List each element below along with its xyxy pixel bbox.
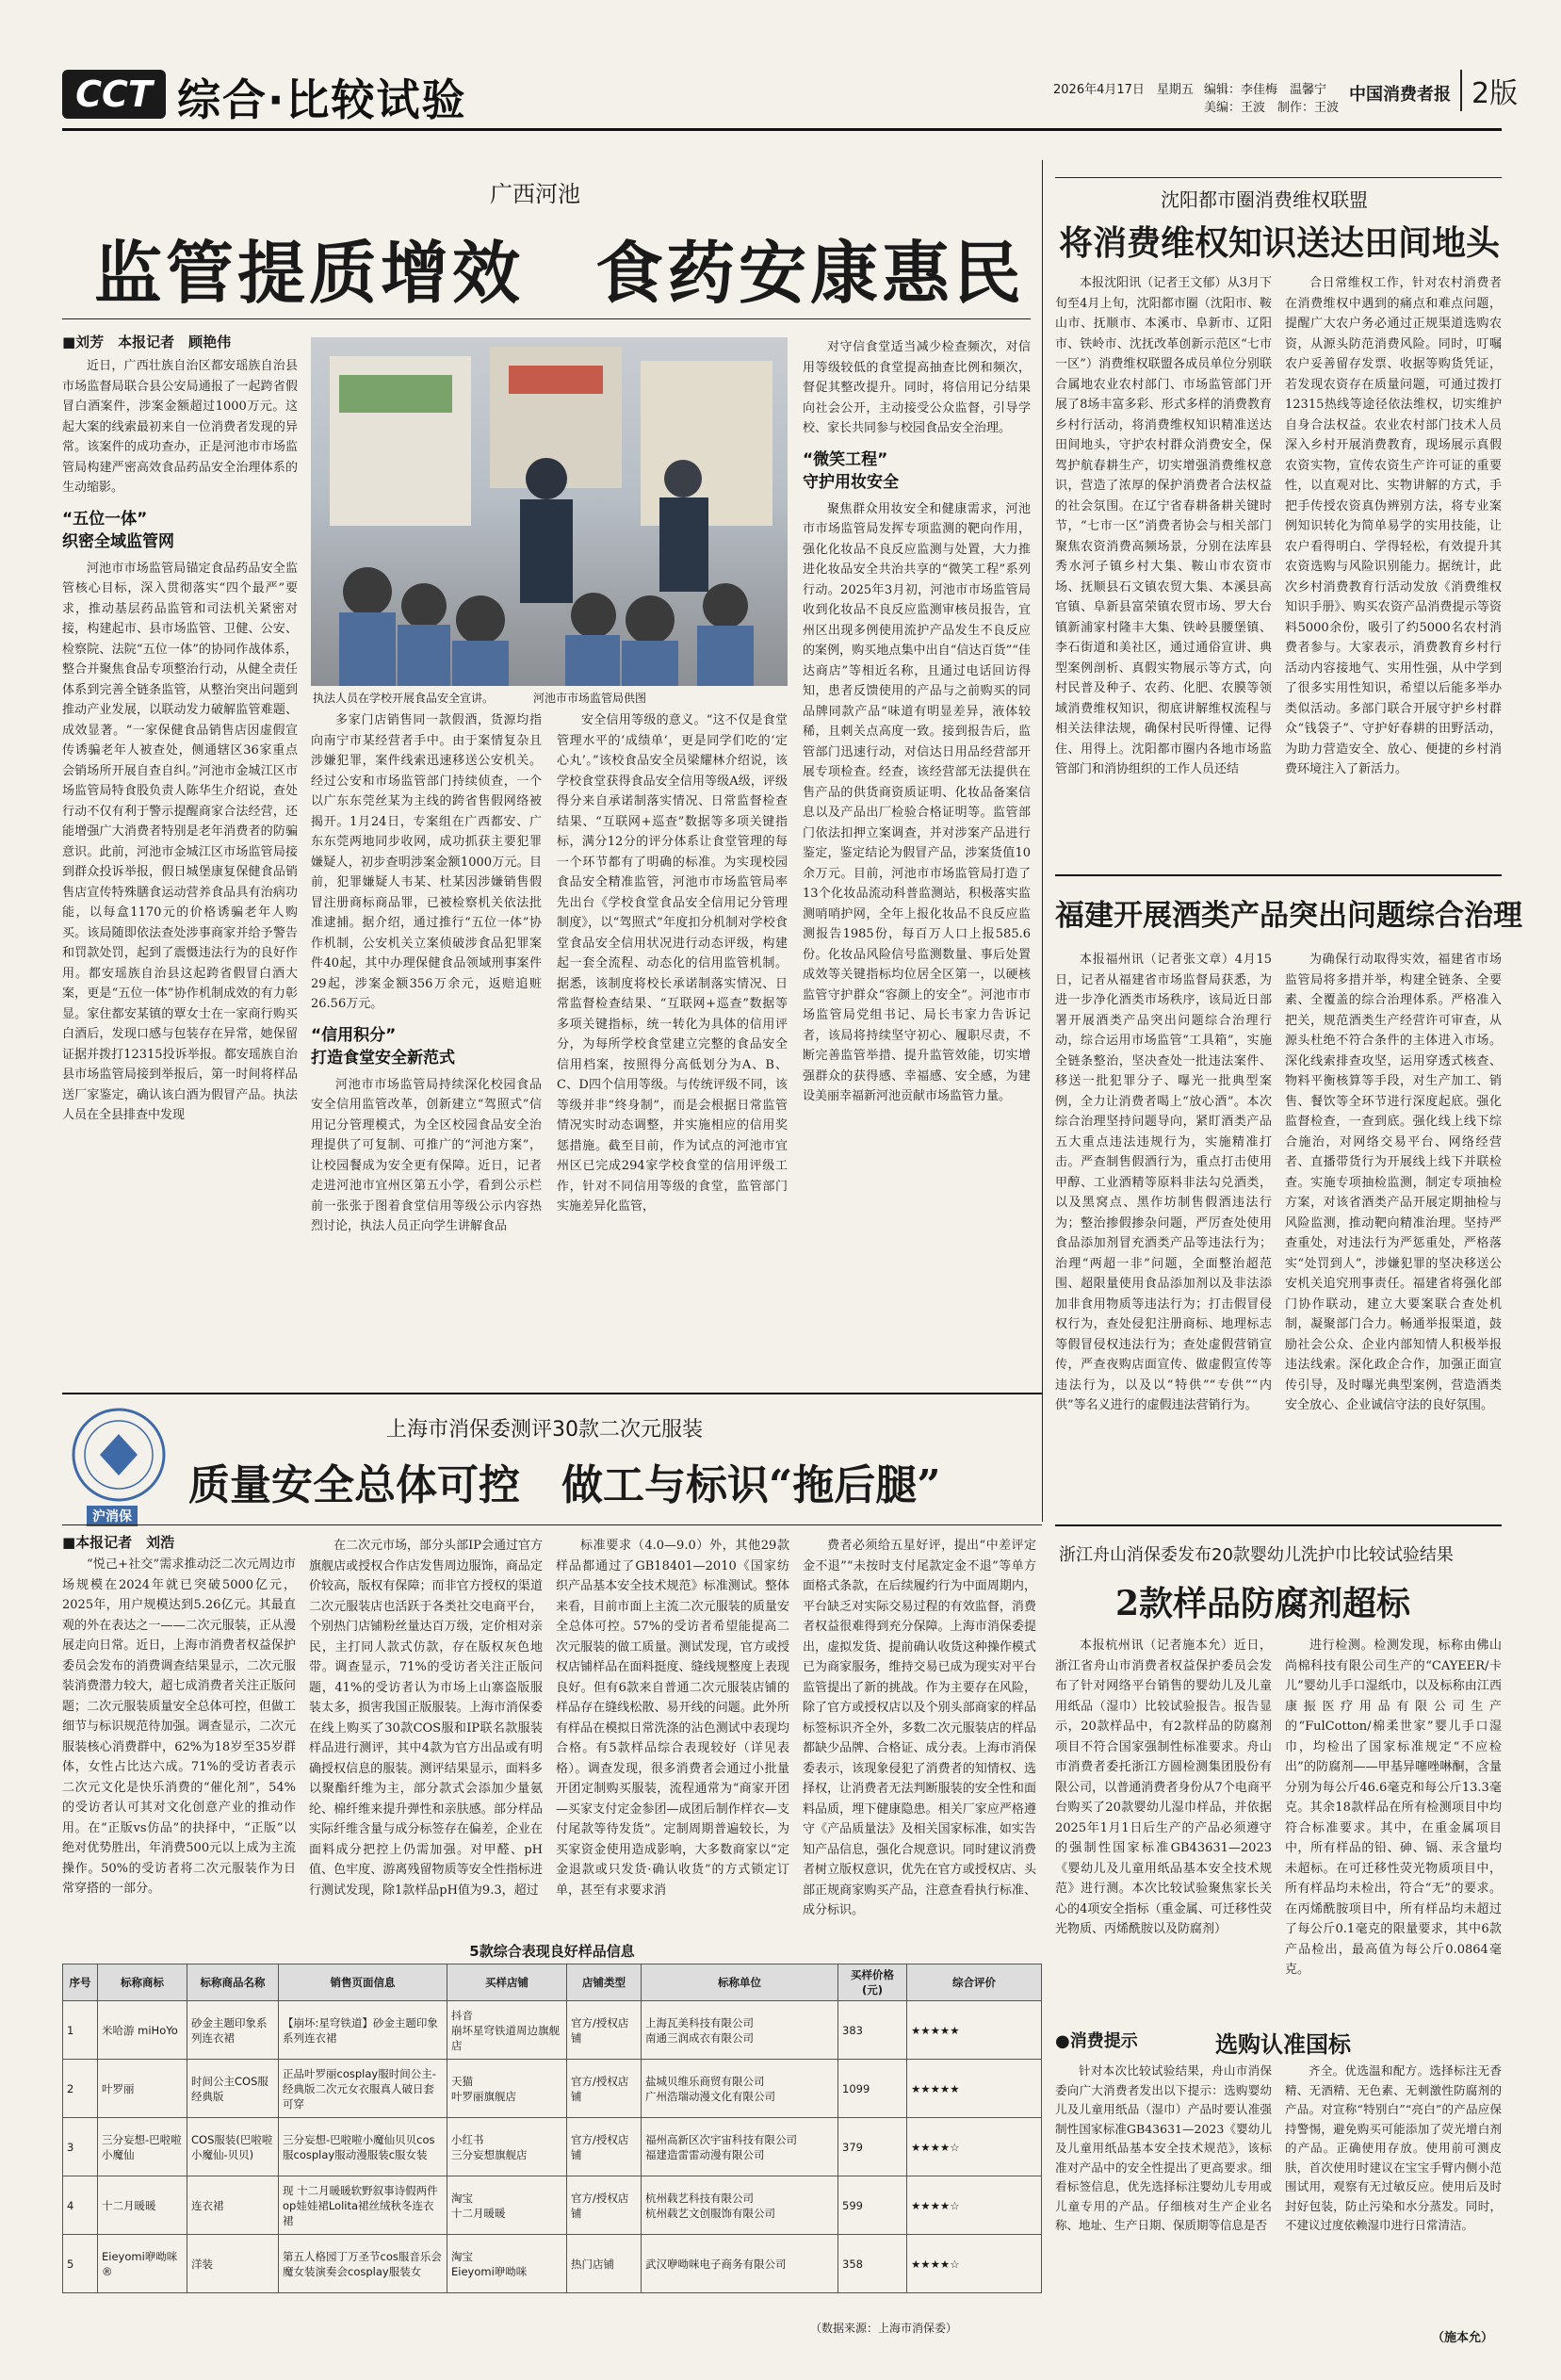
table-cell: 第五人格园丁万圣节cos服音乐会魔女装演奏会cosplay服装女 [279,2235,447,2293]
sample-table [62,1964,1042,2293]
page-number: 2版 [1460,70,1518,111]
table-row [63,2235,1042,2293]
table-title: 5款综合表现良好样品信息 [469,1943,635,1960]
divider [62,1393,1042,1394]
column-3 [556,1536,789,1935]
paragraph: 对守信食堂适当减少检查频次，对信用等级较低的食堂提高抽查比例和频次，督促其整改提升。同时，将信用记分结果向社会公开，主动接受公众监督，引导学校、家长共同参与校园食品安全治理。 [803,340,1031,435]
column-3 [557,710,788,1383]
headline: 将消费维权知识送达田间地头 [1059,223,1501,263]
rating-cell: ★★★★★ [907,2060,1042,2118]
paragraph: 标准要求（4.0—9.0）外，其他29款样品都通过了GB18401—2010《国家纺织产品基本安全技术规范》标准测试。整体来看，目前市面上主流二次元服装的质量安全总体可控。57%的受访者希望能提高二次元服装的做工质量。测试发现，官方或授权店铺样品在面料挺度、缝线规整度上表现良好。但有6款来自普通二次元服装店铺的样品存在缝线松散、易开线的问题。此外所有样品在模拟日常洗涤的沾色测试中表现均合格。有5款样品综合表现较好（详见表格）。调查发现，很多消费者会通过小批量开团定制购买服装，流程通常为“商家开团—买家支付定金参团—成团后制作样衣—支付尾款等待发货”。定制周期普遍较长，为买家资金使用造成影响，大多数商家以“定金退款或只发货·确认收货”的方式锁定订单，甚至有求要求消 [556,1539,789,1898]
table-cell: 三分妄想-巴啦啦小魔仙 [98,2118,187,2176]
table-cell: 天猫 叶罗丽旗舰店 [447,2060,567,2118]
rating-cell: ★★★★☆ [907,2235,1042,2293]
table-row [63,2118,1042,2176]
table-row [63,2176,1042,2235]
column-4 [803,337,1031,1383]
table-cell: 【崩坏:星穹铁道】砂金主题印象系列连衣裙 [279,2001,447,2060]
table-cell: 砂金主题印象系列连衣裙 [187,2001,279,2060]
tip-column-1 [1055,2062,1272,2344]
rating-cell: ★★★★☆ [907,2118,1042,2176]
table-cell: 三分妄想-巴啦啦小魔仙贝贝cos服cosplay服动漫服装c服女装 [279,2118,447,2176]
table-cell: 379 [838,2118,907,2176]
paragraph: 本报福州讯（记者张文章）4月15日，记者从福建省市场监督局获悉，为进一步净化酒类市场秩序，该局近日部署开展酒类产品突出问题综合治理行动，综合运用市场监管“工具箱”，实施全链条整治，坚决查处一批违法案件、移送一批犯罪分子、曝光一批典型案例，全力让消费者喝上“放心酒”。本次综合治理坚持问题导向，紧盯酒类产品五大重点违法违规行为，实施精准打击。严查制售假酒行为，重点打击使用甲醇、工业酒精等原料非法勾兑酒类，以及黑窝点、黑作坊制售假酒违法行为；整治掺假掺杂问题，严厉查处使用食品添加剂冒充酒类产品等违法行为；治理“两超一非”问题，全面整治超范围、超限量使用食品添加剂以及非法添加非食用物质等违法行为；打击假冒侵权行为，查处侵犯注册商标、地理标志等假冒侵权违法行为；查处虚假营销宣传，严查夜购店面宣传、做虚假宣传等违法行为，以及以“特供”“专供”“内供”等名义进行的虚假违法营销行为。 [1055,953,1272,1412]
column-1 [1055,950,1272,1515]
table-source: （数据来源：上海市消保委） [810,2322,958,2335]
table-cell: 1099 [838,2060,907,2118]
column-4 [803,1536,1036,1935]
results-table [62,1964,1042,2293]
rating-cell: ★★★★★ [907,2001,1042,2060]
table-cell: 1 [63,2001,98,2060]
table-cell: 5 [63,2235,98,2293]
header-cell: 买样价格(元) [838,1964,907,2001]
paragraph: 河池市市场监管局持续深化校园食品安全信用监管改革，创新建立“驾照式”信用记分管理模式，为全区校园食品安全治理提供了可复制、可推广的“河池方案”，让校园餐成为安全更有保障。近日，记者走进河池市宜州区第五小学，看到公示栏前一张张于图着食堂信用等级公示内容热烈讨论，执法人员正向学生讲解食品 [311,1077,542,1233]
date-line: 2026年4月17日 星期五 [1053,83,1194,97]
table-cell: 叶罗丽 [98,2060,187,2118]
paragraph: 安全信用等级的意义。“这不仅是食堂管理水平的‘成绩单’，更是同学们吃的‘定心丸’。”该校食品安全员梁耀林介绍说，该学校食堂获得食品安全信用等级A级，评级得分来自承诺制落实情况、日常监督检查结果、“互联网+巡查”数据等多项关键指标，满分12分的评分体系让食堂管理的每一个环节都有了明确的标准。为实现校园食品安全精准监管，河池市市场监管局率先出台《学校食堂食品安全信用记分管理制度》，以“驾照式”年度扣分机制对学校食堂食品安全信用状况进行动态评级，构建起一套全流程、动态化的信用监管机制。据悉，该制度将校长承诺制落实情况、日常监督检查结果、“互联网+巡查”数据等多项关键指标，统一转化为具体的信用评分，为每所学校食堂建立完整的食品安全信用档案，按照得分高低划分为A、B、C、D四个信用等级。与传统评级不同，该等级并非“终身制”，而是会根据日常监管情况实时动态调整，并实施相应的信用奖惩措施。截至目前，作为试点的河池市宜州区已完成294家学校食堂的信用评级工作，针对不同信用等级的食堂，监管部门实施差异化监管， [557,713,788,1214]
paragraph: 在二次元市场，部分头部IP会通过官方旗舰店或授权合作店发售周边服饰，商品定价较高，版权有保障；而非官方授权的渠道二次元服装店也活跃于各类社交电商平台，个别热门店铺粉丝量达百万级，定价相对亲民，主打同人款式仿款，存在版权灰色地带。调查显示，71%的受访者关注正版问题，41%的受访者认为市场上山寨盗版服装太多，损害我国正版服装。上海市消保委在线上购买了30款COS服和IP联名款服装样品进行测评，其中4款为官方出品或有明确授权信息的服装。测评结果显示，面料多以聚酯纤维为主，部分款式会添加少量氨纶、棉纤维来提升弹性和亲肤感。部分样品实际纤维含量与成分标签存在偏差，企业在面料成分把控上仍需加强。对甲醛、pH值、色牢度、游离残留物质等安全性指标进行测试发现，除1款样品pH值为9.3，超过 [309,1539,543,1898]
table-row [63,2001,1042,2060]
paragraph: 费者必须给五星好评，提出“中差评定金不退”“未按时支付尾款定金不退”等单方面格式条款，在后续履约行为中面周期内，平台缺乏对实际交易过程的有效监督，消费者权益很难得到充分保障。上海市消保委提出，虚拟发货、提前确认收货这种操作模式已为商家服务，维持交易已成为现实对平台监管提出了新的挑战。作为主要存在风险，除了官方或授权店以及个别头部商家的样品标签标识齐全外，多数二次元服装店的样品都缺少品牌、合格证、成分表。上海市消保委表示，该现象侵犯了消费者的知情权、选择权，让消费者无法判断服装的安全性和面料品质，埋下健康隐患。相关厂家应严格遵守《产品质量法》及相关国家标准，如实告知产品信息，强化合规意识。同时建议消费者树立版权意识，优先在官方或授权店、头部正规商家购买产品，注意查看执行标准、成分标识。 [803,1539,1036,1917]
table-cell: 官方/授权店铺 [567,2118,642,2176]
tip-signature: （施本允） [1432,2331,1494,2345]
photo-caption: 执法人员在学校开展食品安全宣讲。 河池市市场监管局供图 [313,692,647,705]
byline: ■刘芳 本报记者 顾艳伟 [62,334,232,350]
org-label: 沪消保 [87,1506,138,1526]
table-cell: 时间公主COS服经典版 [187,2060,279,2118]
column-divider [1042,160,1043,1522]
table-cell: 3 [63,2118,98,2176]
column-1 [62,1555,296,1935]
header-cell: 销售页面信息 [279,1964,447,2001]
header-cell: 标称商品名称 [187,1964,279,2001]
divider [62,1524,1042,1525]
table-cell: 杭州载艺科技有限公司 杭州载艺文创服饰有限公司 [642,2176,838,2235]
news-photo [311,337,788,686]
header-cell: 店铺类型 [567,1964,642,2001]
kicker: 沈阳都市圈消费维权联盟 [1161,188,1368,211]
table-header-row [63,1964,1042,2001]
header-cell: 综合评价 [907,1964,1042,2001]
column-1 [1055,1636,1272,2013]
divider [62,318,1031,319]
table-cell: 洋装 [187,2235,279,2293]
header-cell: 买样店铺 [447,1964,567,2001]
table-cell: 福州高新区次宇宙科技有限公司 福建造雷雷动漫有限公司 [642,2118,838,2176]
table-row [63,2060,1042,2118]
column-2 [309,1536,543,1935]
table-cell: 盐城贝维乐商贸有限公司 广州浩瑞动漫文化有限公司 [642,2060,838,2118]
table-cell: 官方/授权店铺 [567,2060,642,2118]
table-cell: 淘宝 十二月暖暖 [447,2176,567,2235]
photo-illustration [311,337,788,686]
table-cell: 连衣裙 [187,2176,279,2235]
editors-line-2: 美编：王波 制作：王波 [1204,101,1340,115]
table-cell: 十二月暖暖 [98,2176,187,2235]
subheading: “微笑工程” 守护用妆安全 [803,449,899,492]
seal-icon [66,1406,171,1511]
header-cell: 标称商标 [98,1964,187,2001]
paper-name: 中国消费者报 [1349,85,1451,105]
masthead-logo: CCT [62,70,166,119]
table-cell: 358 [838,2235,907,2293]
table-cell: 小红书 三分妄想旗舰店 [447,2118,567,2176]
paragraph: 进行检测。检测发现，标称由佛山尚棉科技有限公司生产的“CAYEER/卡儿”婴幼儿手口湿纸巾，以及标称由江西康振医疗用品有限公司生产的“FulCotton/棉柔世家”婴儿手口湿巾，均检出了国家标准规定“不应检出”的防腐剂——甲基异噻唑啉酮，含量分别为每公斤46.6毫克和每公斤13.3毫克。其余18款样品在所有检测项目中均符合标准要求。其中，在重金属项目中，所有样品的铅、砷、镉、汞含量均未超标。在可迁移性荧光物质项目中，所有样品均未检出，符合“无”的要求。在丙烯酰胺项目中，所有样品均未超过了每公斤0.1毫克的限量要求，其中6款产品检出，最高值为每公斤0.0864毫克。 [1285,1638,1502,1977]
section-title: 综合·比较试验 [177,74,467,125]
table-cell: Eieyomi咿呦咪® [98,2235,187,2293]
table-cell: 383 [838,2001,907,2060]
tip-label: ●消费提示 [1055,2031,1138,2051]
paragraph: 本报沈阳讯（记者王文郁）从3月下旬至4月上旬，沈阳都市圈（沈阳市、鞍山市、抚顺市、本溪市、阜新市、辽阳市、铁岭市、沈抚改革创新示范区“七市一区”）消费维权联盟各成员单位分别联合属地农业农村部门、市场监管部门开展了8场丰富多彩、形式多样的消费教育乡村行活动，将消费维权知识精准送达田间地头，守护农村群众消费安全，保驾护航春耕生产，切实增强消费维权意识，营造了浓厚的保护消费者合法权益的社会氛围。在辽宁省春耕备耕关键时节，“七市一区”消费者协会与相关部门聚焦农资消费高频场景，分别在法库县秀水河子镇乡村大集、鞍山市农资市场、抚顺县石文镇农贸大集、本溪县高官镇、阜新县富荣镇农贸市场、罗大台镇新浦家村隆丰大集、铁岭县腰堡镇、李石街道和美社区，通过通俗宣讲、典型案例剖析、真假实物展示等方式，向村民普及种子、农药、化肥、农膜等领域消费维权知识，彻底讲解维权流程与相关法律法规，确保村民听得懂、记得住、用得上。沈阳都市圈内各地市场监管部门和消协组织的工作人员还结 [1055,276,1272,776]
table-cell: COS服装(巴啦啦小魔仙-贝贝) [187,2118,279,2176]
paragraph: 针对本次比较试验结果，舟山市消保委向广大消费者发出以下提示：选购婴幼儿及儿童用纸品（湿巾）产品时要认准强制性国家标准GB43631—2023《婴幼儿及儿童用纸品基本安全技术规范》，该标准对产品中的安全性提出了更高要求。细看标签信息，优先选择标注婴幼儿专用或儿童专用的产品。仔细核对生产企业名称、地址、生产日期、保质期等信息是否 [1055,2063,1272,2232]
consumer-council-seal [66,1406,171,1511]
editors-line-1: 编辑：李佳梅 温馨宁 [1204,83,1327,97]
masthead-rule [62,128,1502,131]
headline: 质量安全总体可控 做工与标识“拖后腿” [188,1461,941,1509]
table-cell: 武汉咿呦咪电子商务有限公司 [642,2235,838,2293]
column-2 [311,710,542,1383]
table-cell: 2 [63,2060,98,2118]
column-1 [1055,273,1272,857]
paragraph: 近日，广西壮族自治区都安瑶族自治县市场监督局联合县公安局通报了一起跨省假冒白酒案件，涉案金额超过1000万元。这起大案的线索最初来自一位消费者发现的异常。该案件的成功查办，正是河池市市场监管局构建严密高效食品药品安全治理体系的生动缩影。 [62,359,298,495]
divider [1055,874,1502,876]
paragraph: 合日常维权工作，针对农村消费者在消费维权中遇到的痛点和难点问题，提醒广大农户务必通过正规渠道选购农资，从源头防范消费风险。同时，叮嘱农户妥善留存发票、收据等购货凭证，若发现农资存在质量问题，可通过拨打12315热线等途径依法维权，切实维护自身合法权益。农业农村部门技术人员深入乡村开展消费教育，现场展示真假农资实物，宣传农资生产许可证的重要性，以直观对比、实物讲解的方式，手把手传授农资真伪辨别方法，将专业案例知识转化为简单易学的实用技能，让农户看得明白、学得轻松，有效提升其农资选购与风险识别能力。据统计，此次乡村消费教育行活动发放《消费维权知识手册》、购买农资产品消费提示等资料5000余份，吸引了约5000名农村消费者参与。大家表示，消费教育乡村行活动内容接地气、实用性强，从中学到了很多实用性知识，希望以后能多举办类似活动。多部门联合开展守护乡村群众“钱袋子”、守护好春耕的田野活动，为助力营造安全、放心、便捷的乡村消费环境注入了新活力。 [1285,276,1502,776]
table-cell: 热门店铺 [567,2235,642,2293]
table-cell: 抖音 崩坏星穹铁道周边旗舰店 [447,2001,567,2060]
table-cell: 现 十二月暖暖软野叙事诗假两件op娃娃裙Lolita裙丝绒秋冬连衣裙 [279,2176,447,2235]
table-cell: 淘宝 Eieyomi咿呦咪 [447,2235,567,2293]
paragraph: 多家门店销售同一款假酒，货源均指向南宁市某经营者手中。由于案情复杂且涉嫌犯罪，案件线索迅速移送公安机关。经过公安和市场监管部门持续侦查，一个以广东东莞丝某为主线的跨省售假网络被揭开。1月24日，专案组在广西都安、广东东莞两地同步收网，成功抓获主要犯罪嫌疑人，初步查明涉案金额1000万元。目前，犯罪嫌疑人韦某、杜某因涉嫌销售假冒注册商标商品罪，已被检察机关依法批准逮捕。据介绍，通过推行“五位一体”协作机制，公安机关立案侦破涉食品犯罪案件40起，其中办理保健食品领域刑事案件29起，涉案金额356万余元，返赔追赃26.56万元。 [311,713,542,1011]
table-cell: 米哈游 miHoYo [98,2001,187,2060]
paragraph: 为确保行动取得实效，福建省市场监管局将多措并举，构建全链条、全要素、全覆盖的综合治理体系。严格准入把关，规范酒类生产经营许可审查，从源头杜绝不符合条件的主体进入市场。深化线索排查攻坚，运用穿透式核查、物料平衡核算等手段，对生产加工、销售、餐饮等全环节进行深度起底。强化监督检查，一查到底。强化线上线下综合施治，对网络交易平台、网络经营者、直播带货行为开展线上线下并联检查。实施专项抽检监测，制定专项抽检方案，对该省酒类产品开展定期抽检与风险监测，推动靶向精准治理。坚持严查重处，对违法行为严惩重处，严格落实“处罚到人”，涉嫌犯罪的坚决移送公安机关追究刑事责任。福建省将强化部门协作联动，建立大要案联合查处机制，凝聚部门合力。畅通举报渠道，鼓励社会公众、企业内部知情人积极举报违法线索。深化政企合作，加强正面宣传引导，及时曝光典型案例，营造酒类安全放心、企业诚信守法的良好氛围。 [1285,953,1502,1412]
paragraph: 齐全。优选温和配方。选择标注无香精、无酒精、无色素、无刺激性防腐剂的产品。对宣称“特别白”“亮白”的产品应保持警惕，避免购买可能添加了荧光增白剂的产品。正确使用存放。使用前可测皮肤，首次使用时建议在宝宝手臂内侧小范围试用，观察有无过敏反应。使用后及时封好包装，防止污染和水分蒸发。同时，不建议过度依赖湿巾进行日常清洁。 [1285,2063,1502,2232]
column-2 [1285,273,1502,857]
table-cell: 官方/授权店铺 [567,2176,642,2235]
column-2 [1285,950,1502,1515]
header-cell: 序号 [63,1964,98,2001]
table-cell: 4 [63,2176,98,2235]
column-1 [62,356,298,1383]
table-cell: 599 [838,2176,907,2235]
divider [1055,177,1502,178]
kicker: 广西河池 [490,181,580,207]
column-2 [1285,1636,1502,2013]
kicker: 上海市消保委测评30款二次元服装 [386,1418,703,1442]
table-cell: 官方/授权店铺 [567,2001,642,2060]
headline: 2款样品防腐剂超标 [1115,1584,1411,1623]
paragraph: 聚焦群众用妆安全和健康需求，河池市市场监管局发挥专项监测的靶向作用，强化化妆品不良反应监测与处置，大力推进化妆品安全共治共享的“微笑工程”系列行动。2025年3月初，河池市市场监管局收到化妆品不良反应监测审核员报告，宜州区出现多例使用流护产品发生不良反应的案例，购买地点集中出自“信达百货”“佳达商店”等相近名称，且通过电话回访得知，患者反馈使用的产品与之前购买的同品牌同款产品“味道有明显差异，液体较稀，且刺关点高度一致。接到报告后，监管部门迅速行动，对信达日用品经营部开展专项检查。经查，该经营部无法提供在售产品的供货商资质证明、化妆品备案信息以及产品出厂检验合格证明等。监管部门依法扣押立案调查，并对涉案产品进行鉴定，鉴定结论为假冒产品，涉案货值10余万元。目前，河池市市场监管局打造了13个化妆品流动科普监测站，积极落实监测哨哨护网，全年上报化妆品不良反应监测报告1985份，每百万人口上报585.6份。化妆品风险信号监测数量、事后处置成效等关键指标均位居全区第一，以硬核监管守护群众“容颜上的安全”。河池市市场监管局党组书记、局长韦家力告诉记者，该局将持续坚守初心、履职尽责，不断完善监管举措、提升监管效能，切实增强群众的获得感、幸福感、安全感，为建设美丽幸福新河池贡献市场监管力量。 [803,501,1031,1103]
paragraph: 本报杭州讯（记者施本允）近日，浙江省舟山市消费者权益保护委员会发布了针对网络平台销售的婴幼儿及儿童用纸品（湿巾）比较试验报告。报告显示，20款样品中，有2款样品的防腐剂项目不符合国家强制性标准要求。舟山市消费者委托浙江方圆检测集团股份有限公司，以普通消费者身份从7个电商平台购买了20款婴幼儿湿巾样品，并依据2025年1月1日后生产的产品必须遵守的强制性国家标准GB43631—2023《婴幼儿及儿童用纸品基本安全技术规范》进行测。本次比较试验聚焦家长关心的4项安全指标（重金属、可迁移性荧光物质、丙烯酰胺以及防腐剂） [1055,1638,1272,1936]
rating-cell: ★★★★☆ [907,2176,1042,2235]
divider [1055,1524,1502,1526]
subheading: “五位一体” 织密全域监管网 [62,509,174,551]
tip-column-2 [1285,2062,1502,2325]
paragraph: “悦己+社交”需求推动泛二次元周边市场规模在2024年就已突破5000亿元，2025年，用户规模达到5.26亿元。其最直观的外在表达之一——二次元服装，正从漫展走向日常。近日，上海市消费者权益保护委员会发布的消费调查结果显示，二次元服装消费潜力较大，超七成消费者关注正版问题；二次元服装质量安全总体可控，但做工细节与标识规范待加强。调查显示，二次元服装核心消费群中，62%为18岁至35岁群体，女性占比达六成。71%的受访者表示二次元文化是快乐消费的“催化剂”，54%的受访者认可其对文化创意产业的推动作用。在“正版vs仿品”的抉择中，“正版”以绝对优势胜出，年消费500元以上成为主流操作。50%的受访者将二次元服装作为日常穿搭的一部分。 [62,1557,296,1896]
tip-title: 选购认准国标 [1215,2030,1351,2058]
paragraph: 河池市市场监管局锚定食品药品安全监管核心目标，深入贯彻落实“四个最严”要求，推动基层药品监管和司法机关紧密对接，构建起市、县市场监管、卫健、公安、检察院、法院“五位一体”的协同作战体系，整合并聚焦食品专项整治行动，从健全责任体系到完善全链条监管，从整治突出问题到推动产业发展，以联动发力破解监管难题、成效显著。“一家保健食品销售店因虚假宣传诱骗老年人被查处，侧通辖区36家重点会销场所开展自查自纠。”河池市金城江区市场监管局特食股负责人陈华生介绍说，查处行动不仅有利于警示提醒商家合法经营，还能增强广大消费者特别是老年消费者的防骗意识。此前，河池市金城江区市场监管局接到群众投诉举报，假日城堡康复保健食品销售店宣传特殊膳食运动营养食品具有治病功能，以每盒1170元的价格诱骗老年人购买。该局随即依法查处涉事商家并给予警告和罚款处罚，起到了震慑违法行为的良好作用。都安瑶族自治县这起跨省假冒白酒大案，更是“五位一体”协作机制成效的有力彰显。家住都安某镇的覃女士在一家商行购买白酒后，发现口感与包装存在异常，她保留证据并拨打12315投诉举报。都安瑶族自治县市场监管局接到举报后，第一时间将样品送厂家鉴定，确认该白酒为假冒产品。执法人员在全县排查中发现 [62,561,298,1122]
header-cell: 标称单位 [642,1964,838,2001]
kicker: 浙江舟山消保委发布20款婴幼儿洗护巾比较试验结果 [1059,1545,1454,1565]
table-cell: 上海瓦美科技有限公司 南通三润成衣有限公司 [642,2001,838,2060]
headline: 监管提质增效 食药安康惠民 [94,233,1026,313]
headline: 福建开展酒类产品突出问题综合治理 [1055,899,1522,933]
subheading: “信用积分” 打造食堂安全新范式 [311,1025,455,1068]
byline: ■本报记者 刘浩 [62,1534,175,1551]
table-cell: 正品叶罗丽cosplay服时间公主-经典版二次元女衣服真人破日套可穿 [279,2060,447,2118]
